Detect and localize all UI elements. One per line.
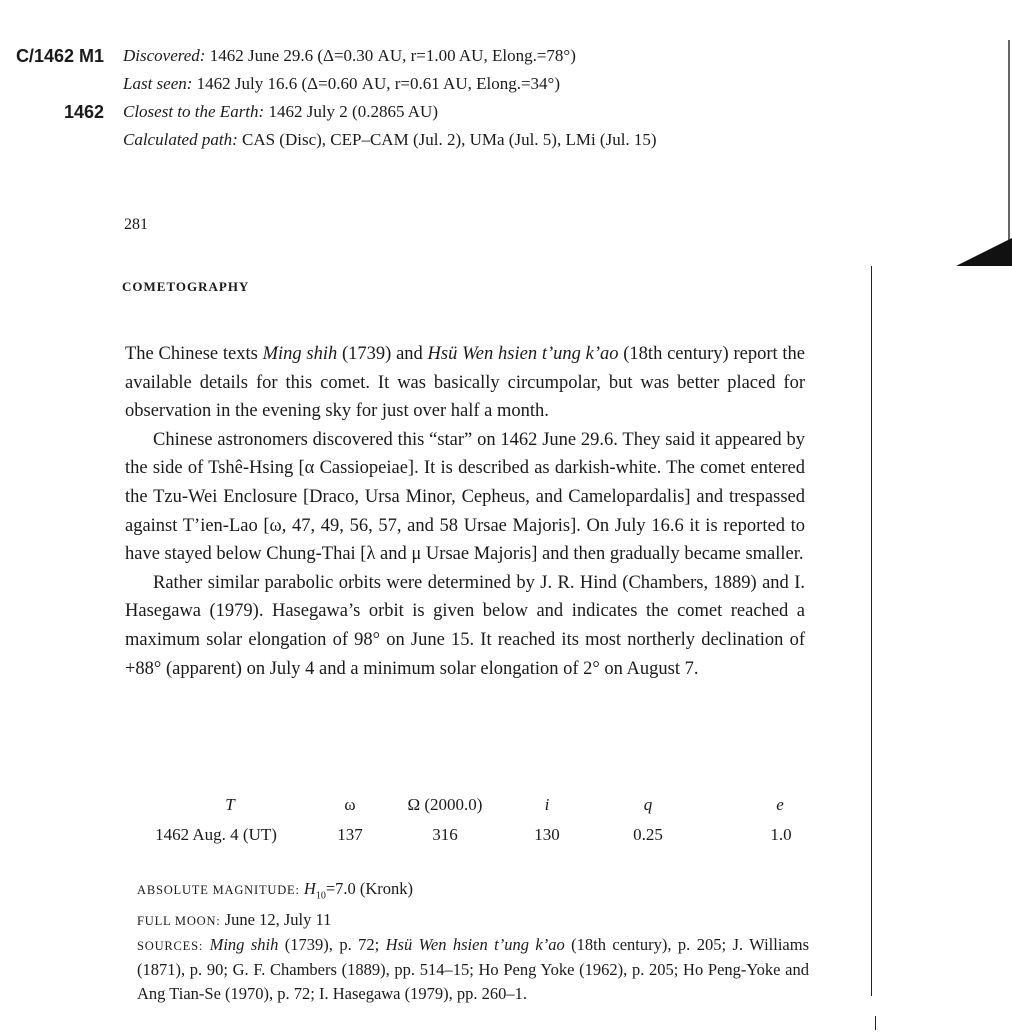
running-head: COMETOGRAPHY — [122, 279, 250, 294]
abs-mag-label: ABSOLUTE MAGNITUDE: — [137, 883, 300, 897]
page-number: 281 — [124, 216, 148, 233]
orbit-value-T: 1462 Aug. 4 (UT) — [155, 825, 277, 844]
sources-hsu-wen: Hsü Wen hsien t’ung k’ao — [385, 935, 565, 955]
orbit-header-T: T — [225, 795, 235, 814]
comet-year: 1462 — [63, 102, 104, 122]
path-text: CAS (Disc), CEP–CAM (Jul. 2), UMa (Jul. 5), LMi (Jul. 15) — [237, 130, 657, 149]
p1-text-c: (1739) and — [337, 344, 428, 364]
orbit-value-omega: 137 — [337, 825, 363, 844]
comet-designation: C/1462 M1 — [15, 46, 104, 66]
abs-mag-h: H — [299, 879, 316, 898]
p1-text-a: The Chinese texts — [125, 344, 263, 364]
last-seen-line — [123, 70, 560, 98]
path-label: Calculated path: — [123, 130, 238, 149]
closest-text: 1462 July 2 (0.2865 AU) — [264, 102, 438, 121]
orbit-value-i: 130 — [534, 825, 560, 844]
abs-mag-value: =7.0 (Kronk) — [325, 879, 414, 898]
abs-mag-sub: 10 — [315, 890, 326, 902]
orbit-value-node: 316 — [432, 825, 458, 844]
paragraph-1 — [125, 340, 805, 426]
orbit-header-omega: ω — [344, 795, 356, 814]
orbit-value-e: 1.0 — [770, 825, 792, 844]
orbit-header-q: q — [643, 795, 653, 814]
margin-rule-tick — [875, 1016, 876, 1030]
p1-title-ming-shih: Ming shih — [262, 344, 338, 364]
orbit-header-i: i — [544, 795, 550, 814]
scan-edge-mark — [956, 238, 1012, 266]
paragraph-3: Rather similar parabolic orbits were determined by J. R. Hind (Chambers, 1889) and I. Hasegawa (1979). Hasegawa’s orbit is given below and indicates the comet reached a maximum solar elongation of 98° on June 15. It reached its most northerly declination of +88° (apparent) on July 4 and a minimum solar elongation of 2° on August 7. — [125, 572, 805, 679]
p1-text-e: (18th century) report the available details for this comet. It was basically circumpolar, but was better placed for observation in the evening sky for just over half a month. — [125, 344, 805, 422]
closest-label: Closest to the Earth: — [123, 102, 265, 121]
orbit-header-e: e — [776, 795, 784, 814]
margin-rule — [871, 266, 872, 996]
sources-text-b: (1739), p. 72; — [278, 935, 386, 955]
sources-ming-shih: Ming shih — [209, 935, 279, 955]
closest-line — [123, 98, 438, 126]
paragraph-2: Chinese astronomers discovered this “star” on 1462 June 29.6. They said it appeared by the side of Tshê-Hsing [α Cassiopeiae]. It is described as darkish-white. The comet entered the Tzu-Wei Enclosure [Draco, Ursa Minor, Cepheus, and Camelopardalis] and trespassed against T’ien-Lao [ω, 47, 49, 56, 57, and 58 Ursae Majoris]. On July 16.6 it is reported to have stayed below Chung-Thai [λ and μ Ursae Majoris] and then gradually became smaller. — [125, 429, 805, 565]
p1-title-hsu-wen: Hsü Wen hsien t’ung k’ao — [427, 344, 619, 364]
sources-text-d: (18th century), p. 205; J. Williams (1871), p. 90; G. F. Chambers (1889), pp. 514–15; Ho Peng Yoke (1962), p. 205; Ho Peng-Yoke and Ang Tian-Se (1970), p. 72; I. Hasegawa (1979), pp. 260–1. — [137, 935, 809, 1004]
last-seen-label: Last seen: — [123, 74, 193, 93]
full-moon-label: FULL MOON: — [137, 914, 221, 929]
path-line — [123, 126, 657, 154]
last-seen-text: 1462 July 16.6 (Δ=0.60 AU, r=0.61 AU, Elong.=34°) — [192, 74, 561, 93]
edge-rule — [1008, 40, 1010, 240]
discovered-line — [123, 42, 576, 70]
sources-label: SOURCES: — [137, 939, 204, 954]
discovered-text: 1462 June 29.6 (Δ=0.30 AU, r=1.00 AU, Elong.=78°) — [205, 46, 576, 65]
orbit-value-q: 0.25 — [633, 825, 663, 844]
body-text — [125, 340, 805, 683]
absolute-magnitude — [137, 877, 809, 908]
sources — [137, 933, 809, 1006]
notes-block — [137, 877, 809, 1006]
orbit-header-node: Ω (2000.0) — [407, 795, 483, 814]
full-moon — [137, 908, 809, 933]
discovered-label: Discovered: — [123, 46, 206, 65]
full-moon-value: June 12, July 11 — [220, 910, 332, 930]
